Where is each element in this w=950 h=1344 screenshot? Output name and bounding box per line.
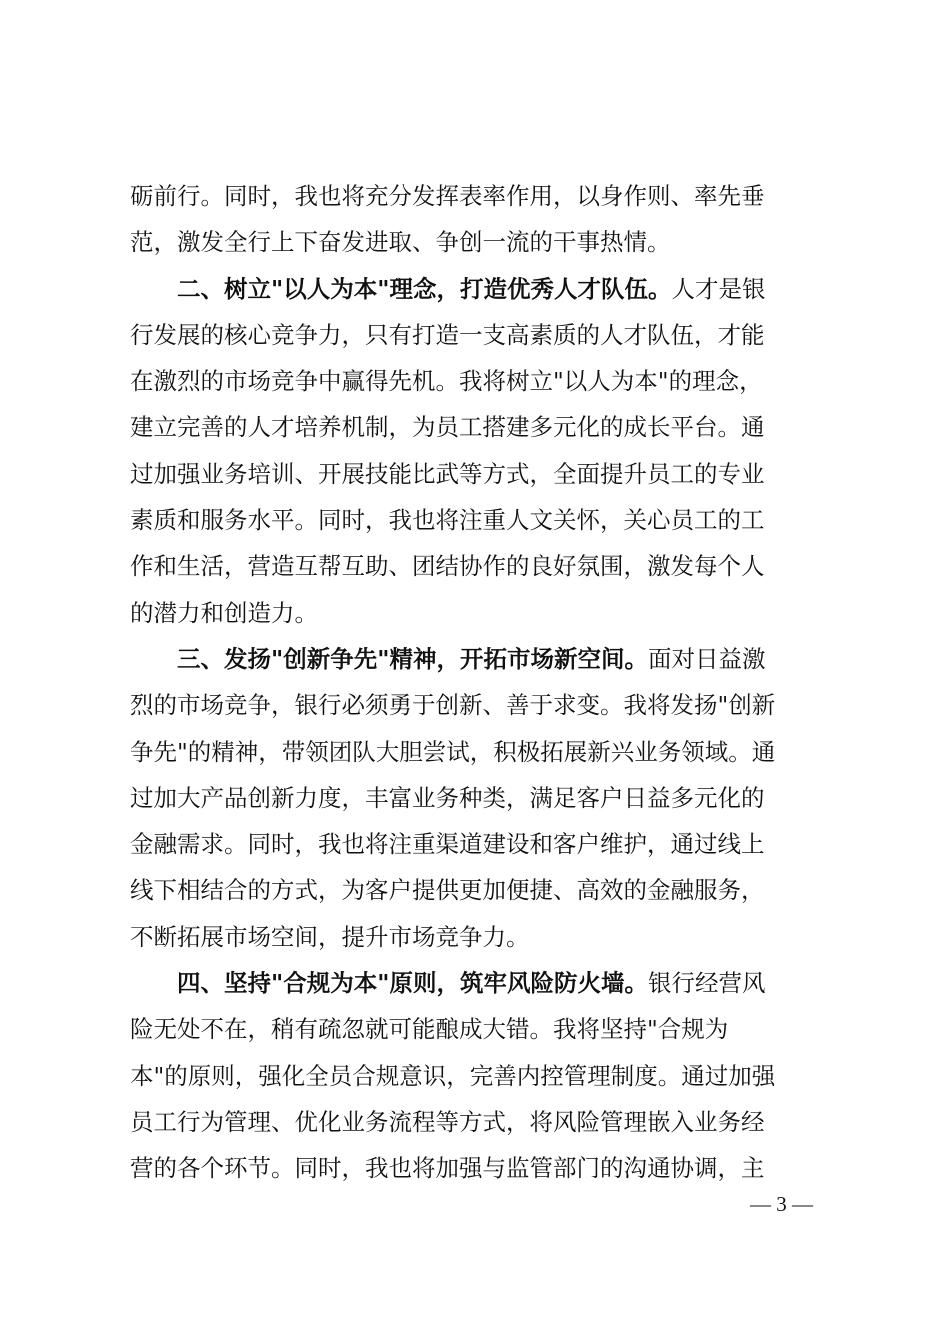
text-line: 烈的市场竞争，银行必须勇于创新、善于求变。我将发扬"创新 (130, 691, 776, 720)
text-line: 砺前行。同时，我也将充分发挥表率作用，以身作则、率先垂 (130, 182, 765, 210)
text-fragment: 银行经营风 (648, 969, 766, 998)
text-line: 线下相结合的方式，为客户提供更加便捷、高效的金融服务， (130, 876, 765, 905)
text-line: 在激烈的市场竞争中赢得先机。我将树立"以人为本"的理念， (130, 367, 763, 396)
text-line: 过加大产品创新力度，丰富业务种类，满足客户日益多元化的 (130, 783, 765, 812)
section-heading: 三、发扬"创新争先"精神，开拓市场新空间。 (177, 644, 648, 673)
text-line: 建立完善的人才培养机制，为员工搭建多元化的成长平台。通 (130, 413, 765, 442)
text-line (130, 960, 822, 1006)
text-line: 金融需求。同时，我也将注重渠道建设和客户维护，通过线上 (130, 830, 765, 859)
text-line: 险无处不在，稍有疏忽就可能酿成大错。我将坚持"合规为 (130, 1015, 729, 1044)
page-number: — 3 — (750, 1192, 813, 1216)
text-line: 员工行为管理、优化业务流程等方式，将风险管理嵌入业务经 (130, 1107, 765, 1136)
text-line: 行发展的核心竞争力，只有打造一支高素质的人才队伍，才能 (130, 320, 765, 349)
text-line: 本"的原则，强化全员合规意识，完善内控管理制度。通过加强 (130, 1061, 776, 1090)
text-line: 不断拓展市场空间，提升市场竞争力。 (130, 922, 530, 951)
text-line: 营的各个环节。同时，我也将加强与监管部门的沟通协调，主 (130, 1154, 765, 1183)
paragraph-talent (130, 266, 822, 636)
text-line: 争先"的精神，带领团队大胆尝试，积极拓展新兴业务领域。通 (130, 737, 776, 766)
text-line: 过加强业务培训、开展技能比武等方式，全面提升员工的专业 (130, 459, 765, 488)
text-line: 作和生活，营造互帮互助、团结协作的良好氛围，激发每个人 (130, 552, 765, 581)
document-body (130, 173, 822, 1192)
paragraph-continuation (130, 173, 822, 266)
text-fragment: 面对日益激 (648, 644, 766, 673)
text-line: 范，激发全行上下奋发进取、争创一流的干事热情。 (130, 228, 671, 257)
paragraph-compliance (130, 960, 822, 1191)
text-line (130, 636, 822, 682)
text-line: 的潜力和创造力。 (130, 598, 318, 627)
section-heading: 二、树立"以人为本"理念，打造优秀人才队伍。 (177, 274, 672, 303)
text-line: 素质和服务水平。同时，我也将注重人文关怀，关心员工的工 (130, 506, 765, 535)
paragraph-innovation (130, 636, 822, 960)
text-fragment: 人才是银 (671, 274, 766, 303)
text-line (130, 266, 822, 312)
section-heading: 四、坚持"合规为本"原则，筑牢风险防火墙。 (177, 969, 648, 998)
